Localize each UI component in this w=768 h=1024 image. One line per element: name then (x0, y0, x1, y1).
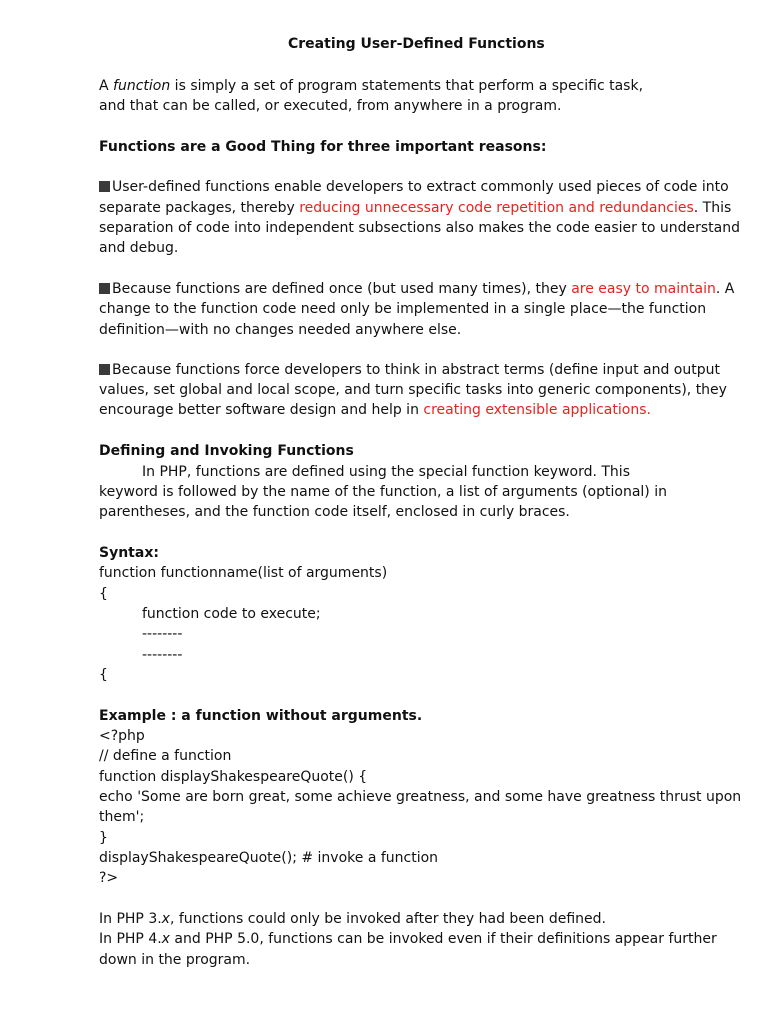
reason-2-line-1: Because functions are defined once (but used many times), they are easy to maintain. A (99, 279, 701, 299)
defining-line-3: parentheses, and the function code itself, enclosed in curly braces. (99, 504, 570, 520)
syntax-line-3: function code to execute; (142, 606, 321, 622)
example-line-4: echo 'Some are born great, some achieve greatness, and some have greatness thrust upon (99, 789, 742, 805)
defining-line-1: In PHP, functions are defined using the special function keyword. This (142, 464, 630, 480)
function-term: function (113, 78, 171, 94)
defining-line-2: keyword is followed by the name of the function, a list of arguments (optional) in (99, 484, 667, 500)
syntax-line-6: { (99, 667, 108, 683)
reason-1-line-4: and debug. (99, 240, 179, 256)
note-line-2: In PHP 4.x and PHP 5.0, functions can be invoked even if their definitions appear further (99, 931, 717, 947)
page-title: Creating User-Defined Functions (288, 36, 545, 52)
intro-line-1: A function is simply a set of program statements that perform a specific task, (99, 78, 644, 94)
example-line-7: displayShakespeareQuote(); # invoke a function (99, 850, 439, 866)
intro-line-2: and that can be called, or executed, from anywhere in a program. (99, 98, 562, 114)
reason-1-line-1: User-defined functions enable developers to extract commonly used pieces of code into (99, 177, 701, 197)
syntax-line-1: function functionname(list of arguments) (99, 565, 388, 581)
example-line-1: <?php (99, 728, 145, 744)
example-line-5: them'; (99, 809, 145, 825)
example-line-2: // define a function (99, 748, 232, 764)
reason-2-line-3: definition—with no changes needed anywhere else. (99, 322, 462, 338)
example-line-8: ?> (99, 870, 119, 886)
example-line-6: } (99, 830, 108, 846)
note-line-1: In PHP 3.x, functions could only be invoked after they had been defined. (99, 911, 606, 927)
reason-1-line-3: separation of code into independent subsections also makes the code easier to understand (99, 220, 740, 236)
syntax-line-4: -------- (142, 626, 183, 642)
syntax-heading: Syntax: (99, 545, 159, 561)
square-bullet-icon (99, 181, 110, 192)
note-line-3: down in the program. (99, 952, 251, 968)
highlight-text: creating extensible applications. (423, 402, 651, 418)
square-bullet-icon (99, 283, 110, 294)
syntax-line-2: { (99, 586, 108, 602)
reason-3-line-1: Because functions force developers to think in abstract terms (define input and output (99, 360, 701, 380)
reason-3-line-3: encourage better software design and help in creating extensible applications. (99, 402, 651, 418)
highlight-text: reducing unnecessary code repetition and redundancies (299, 200, 694, 216)
reasons-heading: Functions are a Good Thing for three important reasons: (99, 139, 547, 155)
square-bullet-icon (99, 364, 110, 375)
reason-2-line-2: change to the function code need only be implemented in a single place—the function (99, 301, 707, 317)
reason-1-line-2: separate packages, thereby reducing unnecessary code repetition and redundancies. This (99, 200, 732, 216)
highlight-text: are easy to maintain (571, 281, 716, 297)
example-line-3: function displayShakespeareQuote() { (99, 769, 368, 785)
example-heading: Example : a function without arguments. (99, 708, 423, 724)
syntax-line-5: -------- (142, 647, 183, 663)
defining-heading: Defining and Invoking Functions (99, 443, 354, 459)
reason-3-line-2: values, set global and local scope, and turn specific tasks into generic components), they (99, 382, 727, 398)
